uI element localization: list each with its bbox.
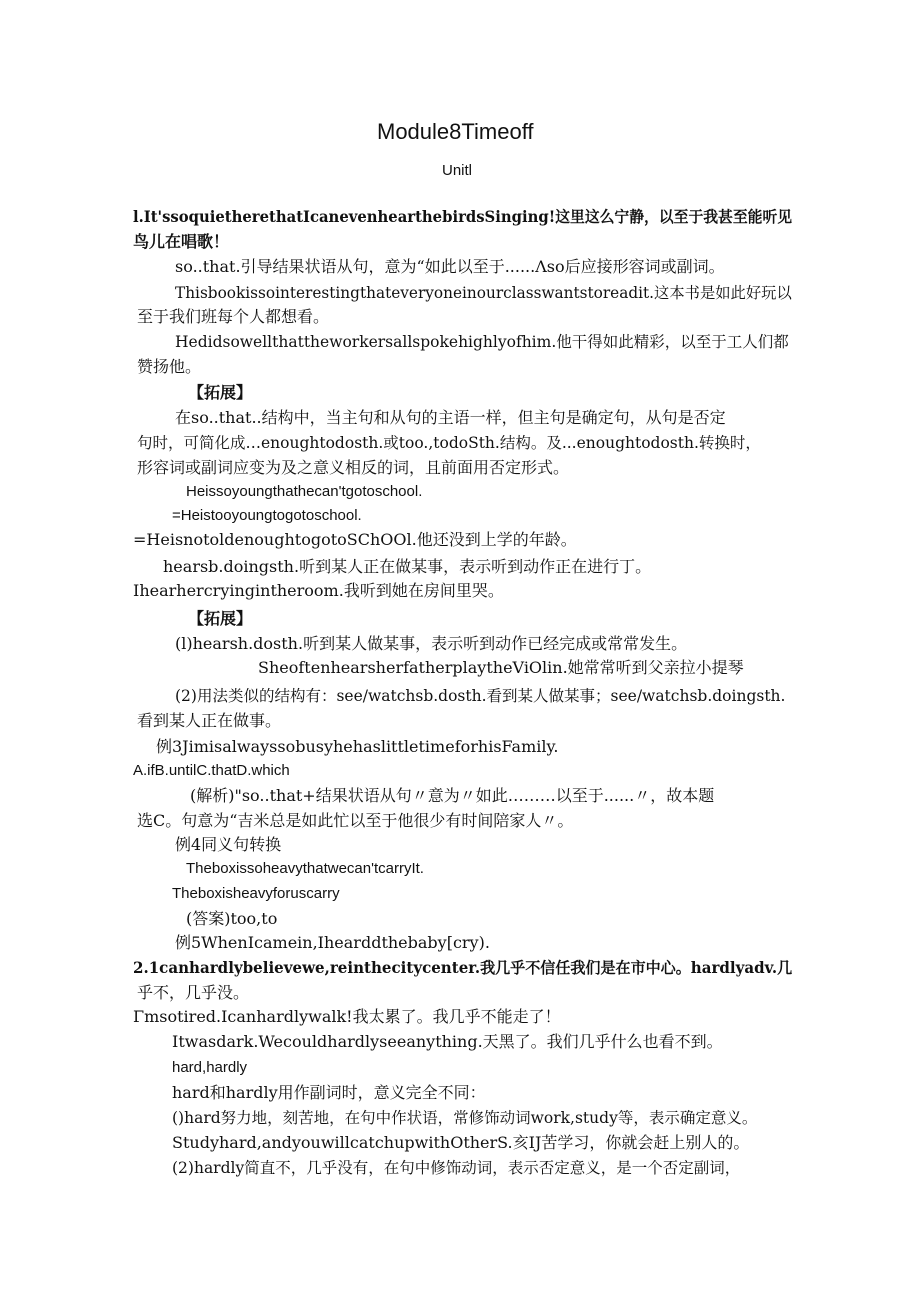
text-line: Hedidsowellthattheworkersallspokehighlyofhim.他干得如此精彩，以至于工人们都 bbox=[175, 333, 789, 351]
text-line: 选C。句意为“吉米总是如此忙以至于他很少有时间陪家人〃。 bbox=[137, 811, 574, 830]
text-line: Studyhard,andyouwillcatchupwithOtherS.亥IJ苦学习，你就会赶上别人的。 bbox=[172, 1133, 750, 1152]
text-line: Ihearhercryingintheroom.我听到她在房间里哭。 bbox=[133, 581, 504, 600]
text-line: (l)hearsh.dosth.听到某人做某事，表示听到动作已经完成或常常发生。 bbox=[175, 634, 688, 653]
text-line: 例4同义句转换 bbox=[175, 835, 282, 854]
text-line: 赞扬他。 bbox=[137, 357, 202, 376]
page-title: Module8Timeoff bbox=[377, 119, 534, 144]
section-heading: 【拓展】 bbox=[188, 383, 253, 402]
text-line: 句时，可简化成…enoughtodosth.或too.,todoSth.结构。及...enoughtodosth.转换时， bbox=[137, 434, 761, 452]
text-line: (解析)"so..that+结果状语从句〃意为〃如此………以至于......〃，故本题 bbox=[190, 786, 715, 805]
text-line: (2)hardly简直不，几乎没有，在句中修饰动词，表示否定意义，是一个否定副词， bbox=[172, 1159, 741, 1177]
text-line: 形容词或副词应变为及之意义相反的词，且前面用否定形式。 bbox=[137, 458, 570, 477]
text-line: (2)用法类似的结构有：see/watchsb.dosth.看到某人做某事；see/watchsb.doingsth. bbox=[175, 687, 786, 705]
text-line: 至于我们班每个人都想看。 bbox=[137, 307, 330, 326]
text-line: (答案)too,to bbox=[186, 909, 278, 928]
text-line: =HeisnotoldenoughtogotoSChOOl.他还没到上学的年龄。 bbox=[133, 530, 577, 549]
page-subtitle: Unitl bbox=[442, 162, 473, 179]
section-heading: 【拓展】 bbox=[188, 609, 253, 628]
text-line: 在so..that..结构中，当主句和从句的主语一样，但主句是确定句，从句是否定 bbox=[175, 408, 726, 427]
text-line: Γmsotired.Icanhardlywalk!我太累了。我几乎不能走了！ bbox=[133, 1007, 561, 1026]
text-line: l.It'ssoquietherethatIcanevenhearthebirdsSinging!这里这么宁静，以至于我甚至能听见 bbox=[133, 207, 793, 226]
text-line: A.ifB.untilC.thatD.which bbox=[133, 762, 290, 779]
text-line: 乎不，几乎没。 bbox=[137, 983, 250, 1002]
text-line: Thisbookissointerestingthateveryoneinourclasswantstoreadit.这本书是如此好玩以 bbox=[175, 284, 792, 302]
text-line: =Heistooyoungtogotoschool. bbox=[172, 507, 362, 524]
text-line: hearsb.doingsth.听到某人正在做某事，表示听到动作正在进行丁。 bbox=[163, 557, 652, 576]
text-line: 鸟儿在唱歌！ bbox=[133, 232, 230, 251]
text-line: hard和hardly用作副词时，意义完全不同： bbox=[172, 1083, 486, 1102]
text-line: Theboxissoheavythatwecan'tcarryIt. bbox=[186, 860, 424, 877]
text-line: 2.1canhardlybelievewe,reinthecitycenter.我几乎不信任我们是在市中心。hardlyadv.几 bbox=[133, 958, 793, 977]
text-line: Itwasdark.Wecouldhardlyseeanything.天黑了。我们几乎什么也看不到。 bbox=[172, 1032, 723, 1051]
text-line: Theboxisheavyforuscarry bbox=[172, 885, 340, 902]
text-line: so..that.引导结果状语从句，意为“如此以至于......Λso后应接形容词或副词。 bbox=[175, 257, 725, 276]
text-line: ()hard努力地，刻苦地，在句中作状语，常修饰动词work,study等，表示确定意义。 bbox=[172, 1109, 758, 1127]
text-line: 例5WhenIcamein,Ihearddthebaby[cry). bbox=[175, 933, 490, 952]
text-line: SheoftenhearsherfatherplaytheViOlin.她常常听到父亲拉小提琴 bbox=[258, 658, 744, 677]
text-line: hard,hardly bbox=[172, 1059, 248, 1076]
text-line: Heissoyoungthathecan'tgotoschool. bbox=[186, 483, 423, 500]
text-line: 看到某人正在做事。 bbox=[137, 711, 282, 730]
text-line: 例3JimisalwayssobusyhehaslittletimeforhisFamily. bbox=[156, 737, 559, 756]
